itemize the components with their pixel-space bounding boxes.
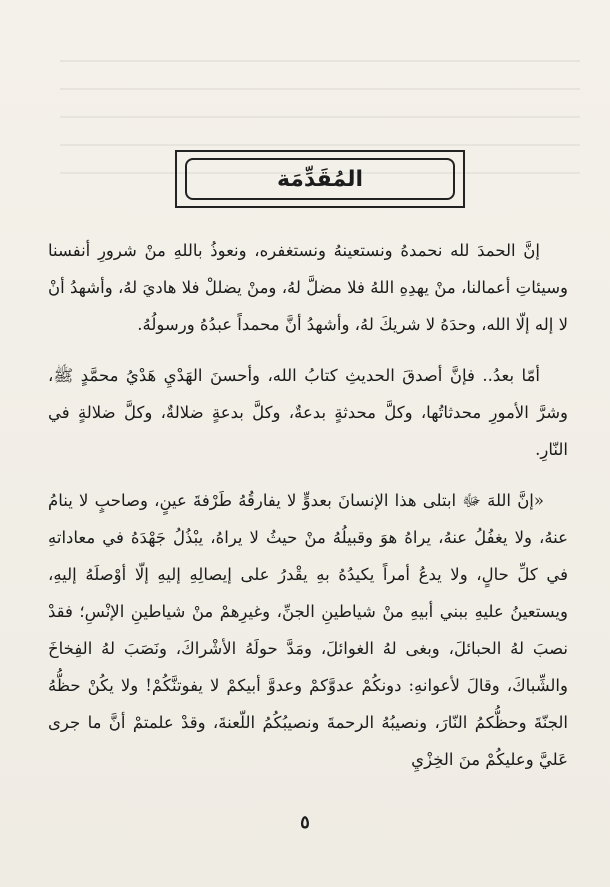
title-frame — [175, 150, 465, 208]
page-number: ٥ — [300, 812, 310, 833]
body-text — [48, 232, 568, 792]
paragraph-praise: إنَّ الحمدَ لله نحمدهُ ونستعينهُ ونستغفره، ونعوذُ باللهِ منْ شرورِ أنفسنا وسيئاتِ أعمالنا، منْ يهدِهِ اللهُ فلا مضلَّ لهُ، ومنْ يضللْ فلا هاديَ لهُ، وأشهدُ أنْ لا إله إلّا الله، وحدَهُ لا شريكَ لهُ، وأشهدُ أنَّ محمداً عبدُهُ ورسولُهُ. — [48, 241, 568, 334]
page-title: المُقَدِّمَة — [276, 166, 364, 192]
paragraph-amma-bad: أمّا بعدُ.. فإنَّ أصدقَ الحديثِ كتابُ الله، وأحسنَ الهَدْيِ هَدْيُ محمَّدٍ ﷺ، وشرَّ الأمورِ محدثاتُها، وكلَّ محدثةٍ بدعةٌ، وكلَّ بدعةٍ ضلالةٌ، وكلَّ ضلالةٍ في النّارِ. — [48, 366, 568, 459]
paragraph-quote: «إنَّ اللهَ ﷻ ابتلى هذا الإنسانَ بعدوٍّ لا يفارقُهُ طَرْفةَ عينٍ، وصاحبٍ لا ينامُ عنهُ، ولا يغفُلُ عنهُ، يراهُ هوَ وقبيلُهُ منْ حيثُ لا يراهُ، يبْذُلُ جَهْدَهُ في معاداتهِ في كلِّ حالٍ، ولا يدعُ أمراً يكيدُهُ بهِ يقْدرُ على إيصالِهِ إليهِ إلّا أوْصلَهُ إليهِ، ويستعينُ عليهِ ببني أبيهِ منْ شياطينِ الجنِّ، وغيرِهمْ منْ شياطينِ الإنْسِ؛ فقدْ نصبَ لهُ الحبائلَ، وبغى لهُ الغوائلَ، ومَدَّ حولَهُ الأشْراكَ، ونَصَبَ لهُ الفِخاخَ والشِّباكَ، وقالَ لأعوانهِ: دونكُمْ عدوَّكمْ وعدوَّ أبيكمْ لا يفوتنَّكُمْ! ولا يكُنْ حظُّهُ الجنّةَ وحظُّكمُ النّارَ، ونصيبُهُ الرحمةَ ونصيبُكُمُ اللّعنةَ، وقدْ علمتمْ أنَّ ما جرى عَليَّ وعليكُمْ منَ الخِزْيِ — [48, 491, 568, 769]
title-inner-frame — [185, 158, 455, 200]
